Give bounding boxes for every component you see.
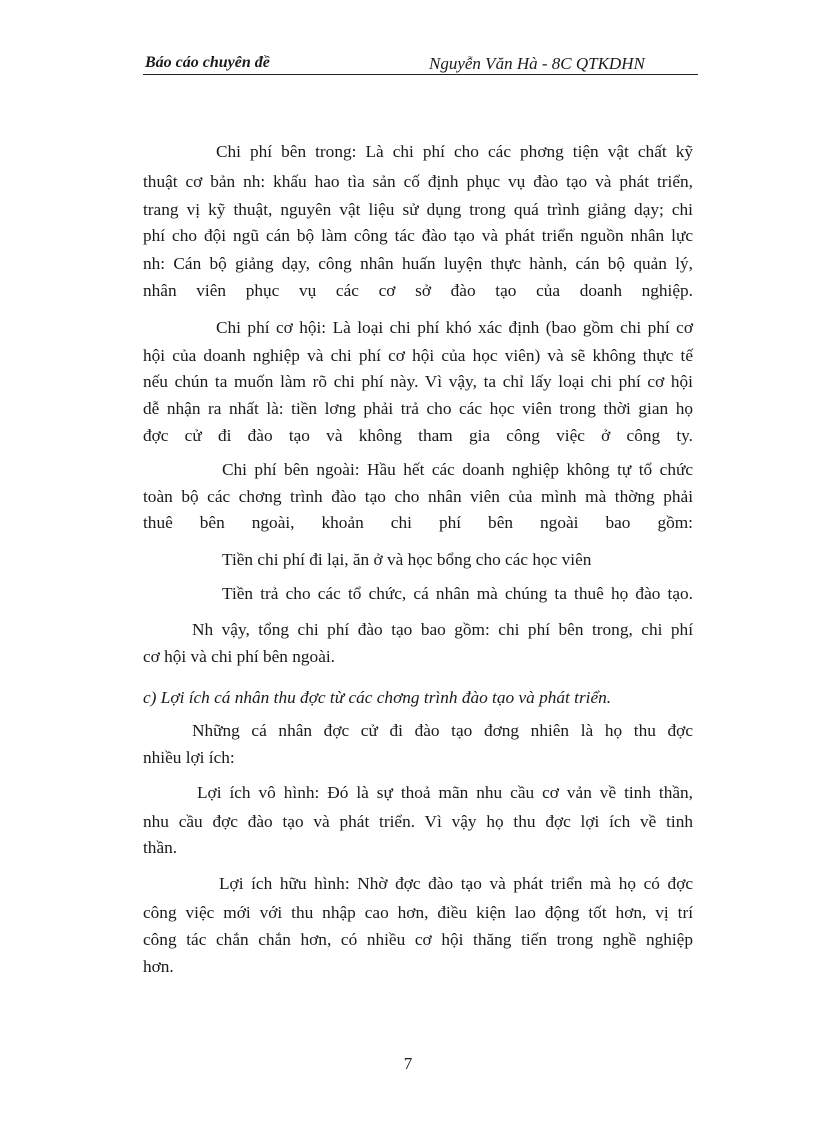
text-line: Tiền chi phí đi lại, ăn ở và học bổng cho các học viên — [222, 550, 592, 569]
text-line: thuật cơ bản nh: khấu hao tìa sản cố định phục vụ đào tạo và phát triển, — [143, 172, 693, 191]
text-line: Chi phí bên trong: Là chi phí cho các phơng tiện vật chất kỹ — [216, 142, 693, 161]
text-line: Chi phí bên ngoài: Hầu hết các doanh nghiệp không tự tổ chức — [222, 460, 693, 479]
text-line: trang vị kỹ thuật, nguyên vật liệu sử dụng trong quá trình giảng dạy; chi — [143, 200, 693, 219]
header-author: Nguyễn Văn Hà - 8C QTKDHN — [429, 54, 645, 73]
text-line: thần. — [143, 838, 178, 857]
text-line: phí cho đội ngũ cán bộ làm công tác đào tạo và phát triển nguồn nhân lực — [143, 226, 693, 245]
text-line: Những cá nhân đợc cử đi đào tạo đơng nhiên là họ thu đợc — [192, 721, 693, 740]
text-line: nhân viên phục vụ các cơ sở đào tạo của doanh nghiệp. — [143, 281, 693, 300]
text-line: thuê bên ngoài, khoản chi phí bên ngoài bao gồm: — [143, 513, 693, 532]
text-line: toàn bộ các chơng trình đào tạo cho nhân viên của mình mà thờng phải — [143, 487, 693, 506]
text-line: Lợi ích hữu hình: Nhờ đợc đào tạo và phát triển mà họ có đợc — [219, 874, 693, 893]
text-line: nhu cầu đợc đào tạo và phát triển. Vì vậy họ thu đợc lợi ích về tinh — [143, 812, 693, 831]
text-line: cơ hội và chi phí bên ngoài. — [143, 647, 335, 666]
header-report-title: Báo cáo chuyên đề — [145, 54, 270, 71]
text-line: Nh vậy, tổng chi phí đào tạo bao gồm: chi phí bên trong, chi phí — [192, 620, 693, 639]
text-line: hơn. — [143, 957, 174, 976]
page-number: 7 — [403, 1054, 413, 1073]
text-line: Tiền trả cho các tổ chức, cá nhân mà chúng ta thuê họ đào tạo. — [222, 584, 693, 603]
text-line: nh: Cán bộ giảng dạy, công nhân huấn luyện thực hành, cán bộ quản lý, — [143, 254, 693, 273]
text-line: công tác chắn chắn hơn, có nhiều cơ hội thăng tiến trong nghề nghiệp — [143, 930, 693, 949]
text-line: Lợi ích vô hình: Đó là sự thoả mãn nhu cầu cơ vản về tinh thần, — [197, 783, 693, 802]
text-line: nếu chún ta muốn làm rõ chi phí này. Vì vậy, ta chỉ lấy loại chi phí cơ hội — [143, 372, 693, 391]
page-header — [143, 52, 698, 75]
text-line: đợc cử đi đào tạo và không tham gia công việc ở công ty. — [143, 426, 693, 445]
text-line: công việc mới với thu nhập cao hơn, điều kiện lao động tốt hơn, vị trí — [143, 903, 693, 922]
section-heading: c) Lợi ích cá nhân thu đợc từ các chơng trình đào tạo và phát triển. — [143, 688, 612, 707]
text-line: Chi phí cơ hội: Là loại chi phí khó xác định (bao gồm chi phí cơ — [216, 318, 693, 337]
text-line: nhiều lợi ích: — [143, 748, 235, 767]
text-line: dễ nhận ra nhất là: tiền lơng phải trả cho các học viên trong thời gian họ — [143, 399, 693, 418]
text-line: hội của doanh nghiệp và chi phí cơ hội của học viên) và sẽ không thực tế — [143, 346, 693, 365]
